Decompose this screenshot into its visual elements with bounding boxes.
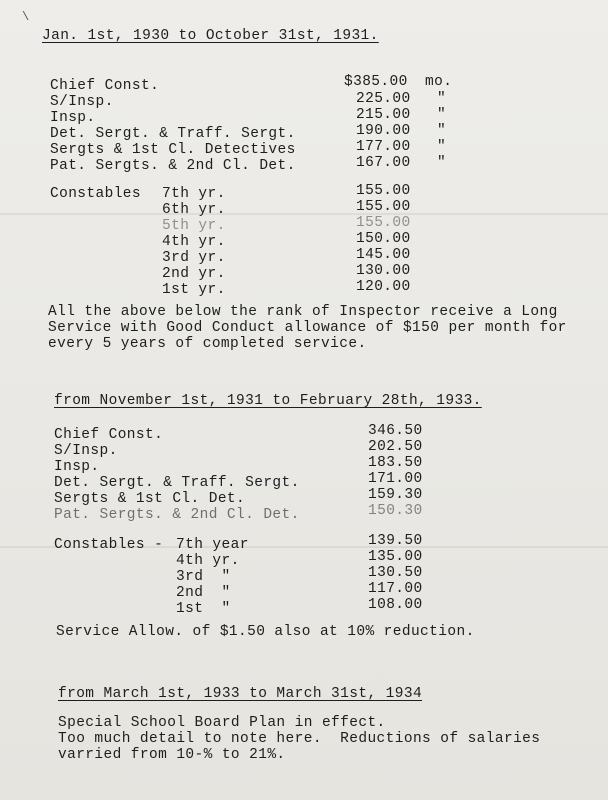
- year-label: 4th yr.: [162, 234, 226, 250]
- section3-heading: from March 1st, 1933 to March 31st, 1934: [58, 686, 423, 702]
- pay-value: 171.00: [368, 471, 423, 487]
- rank-label: Sergts & 1st Cl. Detectives: [50, 142, 296, 158]
- pay-value: 117.00: [368, 581, 423, 597]
- pay-value: 145.00: [356, 247, 411, 263]
- note-line: Service with Good Conduct allowance of $150 per month for: [48, 320, 567, 336]
- unit-label: ": [437, 107, 447, 123]
- pay-value: 159.30: [368, 487, 423, 503]
- pay-value: 120.00: [356, 279, 411, 295]
- rank-label: Chief Const.: [50, 78, 160, 94]
- pay-value: 130.00: [356, 263, 411, 279]
- year-label: 2nd yr.: [162, 266, 226, 282]
- rank-label: Pat. Sergts. & 2nd Cl. Det.: [50, 158, 296, 174]
- pay-value: 130.50: [368, 565, 423, 581]
- rank-label: Sergts & 1st Cl. Det.: [54, 491, 246, 507]
- pay-value: 135.00: [368, 549, 423, 565]
- constables-label: Constables: [50, 186, 142, 202]
- pay-value: 155.00: [356, 215, 411, 231]
- unit-label: ": [437, 91, 447, 107]
- constables-label: Constables -: [54, 537, 164, 553]
- rank-label: Det. Sergt. & Traff. Sergt.: [54, 475, 300, 491]
- pay-value: 155.00: [356, 183, 411, 199]
- pay-value: 190.00: [356, 123, 411, 139]
- pay-value: 346.50: [368, 423, 423, 439]
- year-label: 1st ": [176, 601, 231, 617]
- year-label: 6th yr.: [162, 202, 226, 218]
- pay-value: 167.00: [356, 155, 411, 171]
- year-label: 1st yr.: [162, 282, 226, 298]
- body-line: Too much detail to note here. Reductions of salaries: [58, 731, 541, 747]
- year-label: 7th year: [176, 537, 249, 553]
- corner-mark: \: [22, 10, 30, 24]
- pay-value: 108.00: [368, 597, 423, 613]
- rank-label: S/Insp.: [54, 443, 118, 459]
- year-label: 3rd ": [176, 569, 231, 585]
- pay-value: 155.00: [356, 199, 411, 215]
- year-label: 4th yr.: [176, 553, 240, 569]
- body-line: varried from 10-% to 21%.: [58, 747, 286, 763]
- rank-label: S/Insp.: [50, 94, 114, 110]
- pay-value: 150.30: [368, 503, 423, 519]
- rank-label: Chief Const.: [54, 427, 164, 443]
- rank-label: Pat. Sergts. & 2nd Cl. Det.: [54, 507, 300, 523]
- pay-value: 139.50: [368, 533, 423, 549]
- pay-value: 150.00: [356, 231, 411, 247]
- unit-label: ": [437, 155, 447, 171]
- pay-value: $385.00: [344, 74, 408, 90]
- pay-value: 183.50: [368, 455, 423, 471]
- unit-label: mo.: [425, 74, 453, 90]
- section1-heading: Jan. 1st, 1930 to October 31st, 1931.: [42, 28, 379, 44]
- section2-heading: from November 1st, 1931 to February 28th, 1933.: [54, 393, 482, 409]
- year-label: 7th yr.: [162, 186, 226, 202]
- pay-value: 215.00: [356, 107, 411, 123]
- rank-label: Insp.: [54, 459, 100, 475]
- year-label: 5th yr.: [162, 218, 226, 234]
- year-label: 3rd yr.: [162, 250, 226, 266]
- body-line: Special School Board Plan in effect.: [58, 715, 386, 731]
- rank-label: Insp.: [50, 110, 96, 126]
- unit-label: ": [437, 139, 447, 155]
- note-line: every 5 years of completed service.: [48, 336, 367, 352]
- pay-value: 202.50: [368, 439, 423, 455]
- rank-label: Det. Sergt. & Traff. Sergt.: [50, 126, 296, 142]
- pay-value: 177.00: [356, 139, 411, 155]
- note-line: All the above below the rank of Inspector receive a Long: [48, 304, 558, 320]
- paper-fold: [0, 213, 608, 215]
- pay-value: 225.00: [356, 91, 411, 107]
- unit-label: ": [437, 123, 447, 139]
- section2-note: Service Allow. of $1.50 also at 10% reduction.: [56, 624, 475, 640]
- year-label: 2nd ": [176, 585, 231, 601]
